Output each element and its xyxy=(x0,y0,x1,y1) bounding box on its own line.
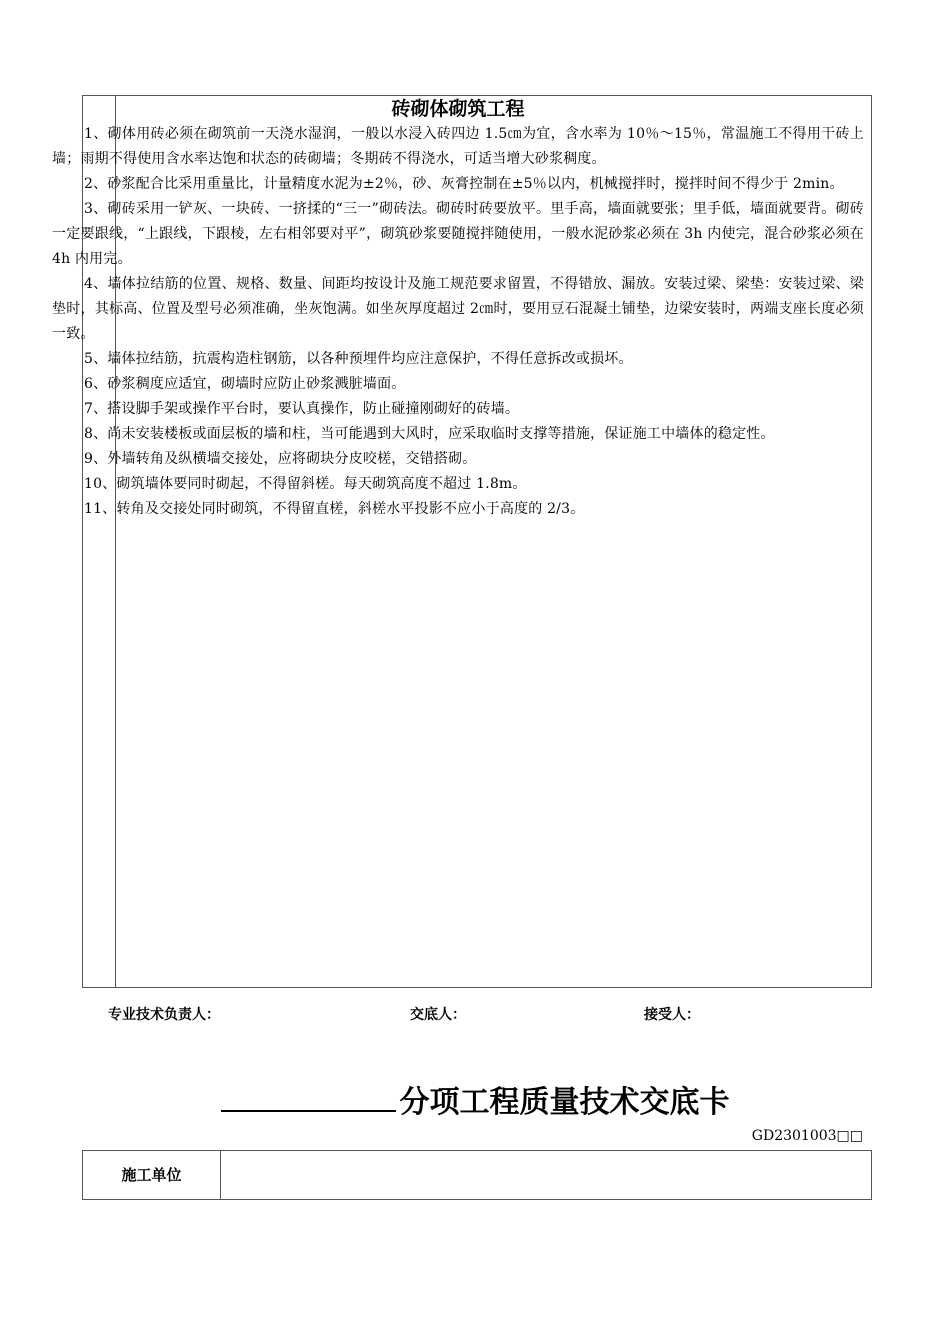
paragraph-6: 6、砂浆稠度应适宜，砌墙时应防止砂浆溅脏墙面。 xyxy=(84,376,406,392)
section-title: 砖砌体砌筑工程 xyxy=(391,98,525,120)
paragraph-5: 5、墙体拉结筋，抗震构造柱钢筋，以各种预埋件均应注意保护，不得任意拆改或损坏。 xyxy=(84,351,633,367)
card-title-text: 分项工程质量技术交底卡 xyxy=(399,1085,730,1120)
paragraph-4: 4、墙体拉结筋的位置、规格、数量、间距均按设计及施工规范要求留置，不得错放、漏放。安装过梁、梁垫：安装过梁、梁垫时，其标高、位置及型号必须准确，坐灰饱满。如坐灰厚度超过 2㎝时，要用豆石混凝土铺垫，边梁安装时，两端支座长度必须一致。 xyxy=(52,276,864,342)
project-name-blank[interactable] xyxy=(221,1080,396,1112)
card-title xyxy=(0,1080,950,1125)
signature-row xyxy=(0,1004,950,1026)
paragraph-8: 8、尚未安装楼板或面层板的墙和柱，当可能遇到大风时，应采取临时支撑等措施，保证施工中墙体的稳定性。 xyxy=(84,426,775,442)
content-area xyxy=(52,96,864,522)
paragraph-11: 11、转角及交接处同时砌筑，不得留直槎，斜槎水平投影不应小于高度的 2/3。 xyxy=(84,501,585,517)
tech-lead-label: 专业技术负责人： xyxy=(108,1007,220,1023)
paragraph-1: 1、砌体用砖必须在砌筑前一天浇水湿润，一般以水浸入砖四边 1.5㎝为宜，含水率为 10％～15％，常温施工不得用干砖上墙；雨期不得使用含水率达饱和状态的砖砌墙；冬期砖不得浇水，可适当增大砂浆稠度。 xyxy=(52,126,864,167)
construction-unit-row xyxy=(82,1150,872,1200)
discloser-label: 交底人： xyxy=(410,1007,466,1023)
paragraph-3: 3、砌砖采用一铲灰、一块砖、一挤揉的“三一”砌砖法。砌砖时砖要放平。里手高，墙面就要张；里手低，墙面就要背。砌砖一定要跟线，“上跟线，下跟棱，左右相邻要对平”，砌筑砂浆要随搅拌随使用，一般水泥砂浆必须在 3h 内使完，混合砂浆必须在 4h 内用完。 xyxy=(52,201,864,267)
construction-unit-label: 施工单位 xyxy=(83,1151,221,1199)
paragraph-2: 2、砂浆配合比采用重量比，计量精度水泥为±2％，砂、灰膏控制在±5％以内，机械搅拌时，搅拌时间不得少于 2min。 xyxy=(84,176,844,192)
receiver-label: 接受人： xyxy=(644,1007,700,1023)
paragraph-7: 7、搭设脚手架或操作平台时，要认真操作，防止碰撞刚砌好的砖墙。 xyxy=(84,401,520,417)
form-code: GD2301003□□ xyxy=(751,1128,863,1144)
paragraph-10: 10、砌筑墙体要同时砌起，不得留斜槎。每天砌筑高度不超过 1.8m。 xyxy=(84,476,527,492)
paragraph-9: 9、外墙转角及纵横墙交接处，应将砌块分皮咬槎，交错搭砌。 xyxy=(84,451,477,467)
